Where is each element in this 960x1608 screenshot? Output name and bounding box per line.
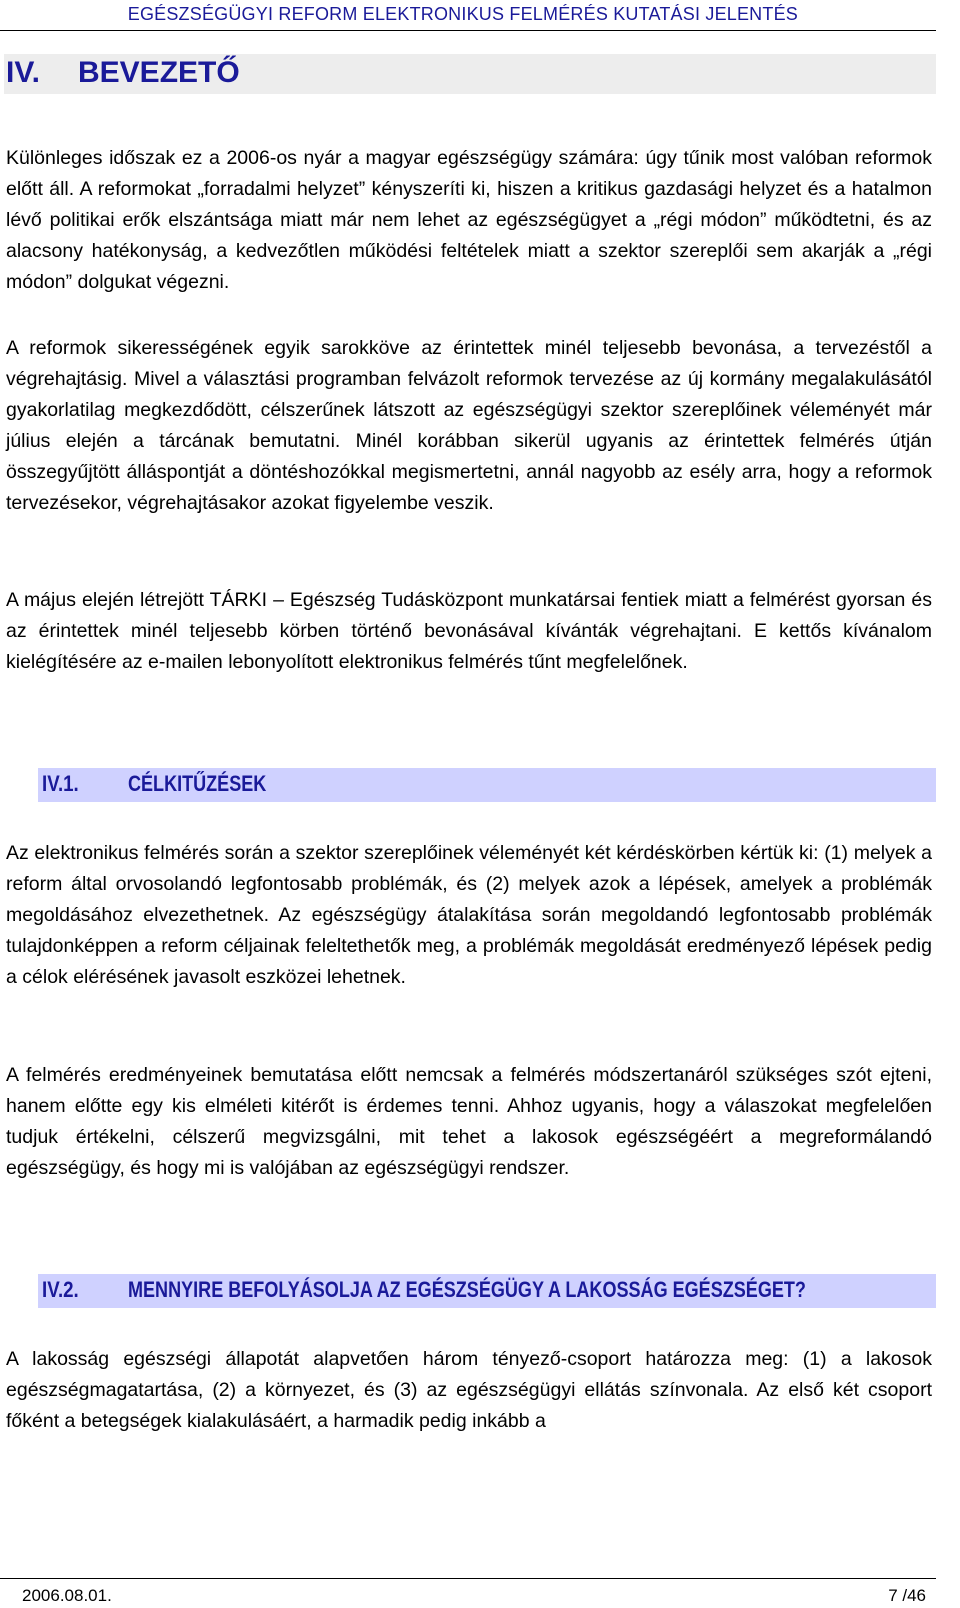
section-number: IV.1.	[42, 771, 79, 796]
section-title: CÉLKITŰZÉSEK	[128, 771, 267, 796]
footer-date: 2006.08.01.	[22, 1586, 112, 1605]
section-title: MENNYIRE BEFOLYÁSOLJA AZ EGÉSZSÉGÜGY A LAKOSSÁG EGÉSZSÉGET?	[128, 1277, 806, 1302]
footer-divider	[0, 1578, 936, 1579]
chapter-title: BEVEZETŐ	[78, 56, 240, 89]
section2-paragraph-1: A lakosság egészségi állapotát alapvetően három tényező-csoport határozza meg: (1) a lakosok egészségmagatartása, (2) a környezet, és (3) az egészségügyi ellátás színvonala. Az első két csoport főként a betegségek kialakulásáért, a harmadik pedig inkább a	[6, 1348, 932, 1432]
section1-paragraph-1: Az elektronikus felmérés során a szektor szereplőinek véleményét két kérdéskörben kértük ki: (1) melyek a reform által orvosolandó legfontosabb problémák, és (2) melyek azok a lépések, amelyek a problémák megoldásához elvezethetnek. Az egészségügy átalakítása során megoldandó legfontosabb problémák tulajdonképpen a reform céljainak feleltethetők meg, a problémák megoldását eredményező lépések pedig a célok elérésének javasolt eszközei lehetnek.	[6, 842, 932, 988]
chapter-number: IV.	[6, 56, 40, 89]
intro-paragraph-3: A május elején létrejött TÁRKI – Egészség Tudásközpont munkatársai fentiek miatt a felmérést gyorsan és az érintettek minél teljesebb körben történő bevonásával kívánták végrehajtani. E kettős kívánalom kielégítésére az e-mailen lebonyolított elektronikus felmérés tűnt megfelelőnek.	[6, 589, 932, 673]
section1-paragraph-2: A felmérés eredményeinek bemutatása előtt nemcsak a felmérés módszertanáról szükséges szót ejteni, hanem előtte egy kis elméleti kitérőt is érdemes tenni. Ahhoz ugyanis, hogy a válaszokat megfelelően tudjuk értékelni, célszerű megvizsgálni, mit tehet a lakosok egészségéért a megreformálandó egészségügy, és hogy mi is valójában az egészségügyi rendszer.	[6, 1064, 932, 1179]
intro-paragraph-2: A reformok sikerességének egyik sarokköve az érintettek minél teljesebb bevonása, a tervezéstől a végrehajtásig. Mivel a választási programban felvázolt reformok tervezése az új kormány megalakulásától gyakorlatilag megkezdődött, célszerűnek látszott az egészségügyi szektor szereplőinek véleményét már július elején a tárcának bemutatni. Minél korábban sikerül ugyanis az érintettek felmérés útján összegyűjtött álláspontját a döntéshozókkal megismertetni, annál nagyobb az esély arra, hogy a reformok tervezésekor, végrehajtásakor azokat figyelembe veszik.	[6, 337, 932, 514]
report-title: EGÉSZSÉGÜGYI REFORM ELEKTRONIKUS FELMÉRÉS KUTATÁSI JELENTÉS	[127, 4, 798, 24]
intro-paragraph-1: Különleges időszak ez a 2006-os nyár a magyar egészségügy számára: úgy tűnik most valóban reformok előtt áll. A reformokat „forradalmi helyzet” kényszeríti ki, hiszen a kritikus gazdasági helyzet és a hatalmon lévő politikai erők elszántsága miatt már nem lehet az egészségügyet a „régi módon” működtetni, és az alacsony hatékonyság, a kedvezőtlen működési feltételek miatt a szektor szereplői sem akarják a „régi módon” dolgukat végezni.	[6, 147, 932, 293]
page-number: 7 /46	[888, 1586, 926, 1605]
section-number: IV.2.	[42, 1277, 79, 1302]
